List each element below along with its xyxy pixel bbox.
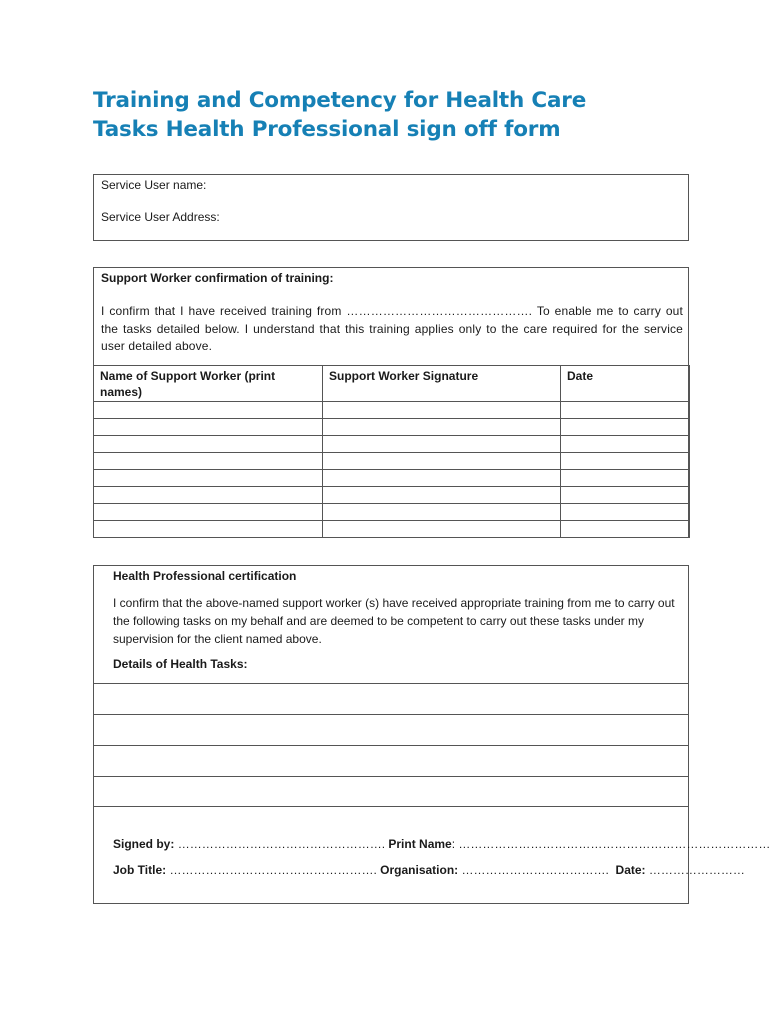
date-cell[interactable] <box>561 521 690 538</box>
name-cell[interactable] <box>94 402 323 419</box>
signature-cell[interactable] <box>323 470 561 487</box>
organisation-field[interactable]: ………………………………. <box>461 863 609 877</box>
table-row <box>94 402 690 419</box>
date-field[interactable]: …………………… <box>648 863 745 877</box>
date-cell[interactable] <box>561 402 690 419</box>
health-task-line[interactable] <box>93 745 689 776</box>
signature-cell[interactable] <box>323 504 561 521</box>
service-user-name-label[interactable]: Service User name: <box>101 178 207 192</box>
table-row <box>94 419 690 436</box>
job-title-field[interactable]: ……………………………………………. <box>169 863 377 877</box>
table-row <box>94 487 690 504</box>
date-cell[interactable] <box>561 470 690 487</box>
table-row <box>94 436 690 453</box>
signed-by-field[interactable]: ……………………………………………. <box>177 837 386 851</box>
name-cell[interactable] <box>94 470 323 487</box>
details-of-health-tasks-heading: Details of Health Tasks: <box>113 657 248 671</box>
health-tasks-lines <box>93 683 689 807</box>
date-cell[interactable] <box>561 436 690 453</box>
signed-by-row <box>113 837 770 851</box>
health-task-line[interactable] <box>93 714 689 745</box>
table-row <box>94 504 690 521</box>
name-cell[interactable] <box>94 453 323 470</box>
support-worker-section <box>93 267 689 538</box>
date-cell[interactable] <box>561 487 690 504</box>
signature-cell[interactable] <box>323 436 561 453</box>
table-row <box>94 453 690 470</box>
header-support-worker-signature: Support Worker Signature <box>323 366 561 402</box>
support-worker-table-header <box>94 366 690 402</box>
signature-cell[interactable] <box>323 487 561 504</box>
health-task-line[interactable] <box>93 683 689 714</box>
job-title-row <box>113 863 745 877</box>
organisation-label: Organisation: <box>380 863 459 877</box>
health-professional-section <box>93 565 770 904</box>
form-title-line-2: Tasks Health Professional sign off form <box>93 117 561 142</box>
support-worker-confirmation-text: I confirm that I have received training from ………………………………………. To enable me to carry out the tasks detailed below. I understand that this training applies only to the care required for the service user detailed above. <box>101 304 683 353</box>
health-professional-heading: Health Professional certification <box>113 569 297 583</box>
signature-cell[interactable] <box>323 521 561 538</box>
name-cell[interactable] <box>94 521 323 538</box>
signature-cell[interactable] <box>323 402 561 419</box>
name-cell[interactable] <box>94 504 323 521</box>
date-cell[interactable] <box>561 419 690 436</box>
name-cell[interactable] <box>94 419 323 436</box>
print-name-label: Print Name <box>388 837 452 851</box>
form-title <box>93 86 713 144</box>
table-row <box>94 470 690 487</box>
signature-cell[interactable] <box>323 453 561 470</box>
support-worker-table <box>93 365 690 538</box>
service-user-address-label[interactable]: Service User Address: <box>101 210 220 224</box>
health-task-line[interactable] <box>93 776 689 807</box>
name-cell[interactable] <box>94 436 323 453</box>
service-user-box <box>93 174 689 241</box>
date-label: Date: <box>615 863 646 877</box>
support-worker-heading: Support Worker confirmation of training: <box>101 271 334 285</box>
print-name-field[interactable]: : …………………………………………………………………… <box>451 837 770 851</box>
date-cell[interactable] <box>561 453 690 470</box>
name-cell[interactable] <box>94 487 323 504</box>
table-row <box>94 521 690 538</box>
signed-by-label: Signed by: <box>113 837 175 851</box>
health-professional-certification-text: I confirm that the above-named support worker (s) have received appropriate training from me to carry out the following tasks on my behalf and are deemed to be competent to carry out these tasks under my supervision for the client named above. <box>113 596 675 646</box>
signature-cell[interactable] <box>323 419 561 436</box>
header-date: Date <box>561 366 690 402</box>
job-title-label: Job Title: <box>113 863 167 877</box>
date-cell[interactable] <box>561 504 690 521</box>
form-title-line-1: Training and Competency for Health Care <box>93 88 587 113</box>
header-name-of-support-worker: Name of Support Worker (print names) <box>94 366 323 402</box>
